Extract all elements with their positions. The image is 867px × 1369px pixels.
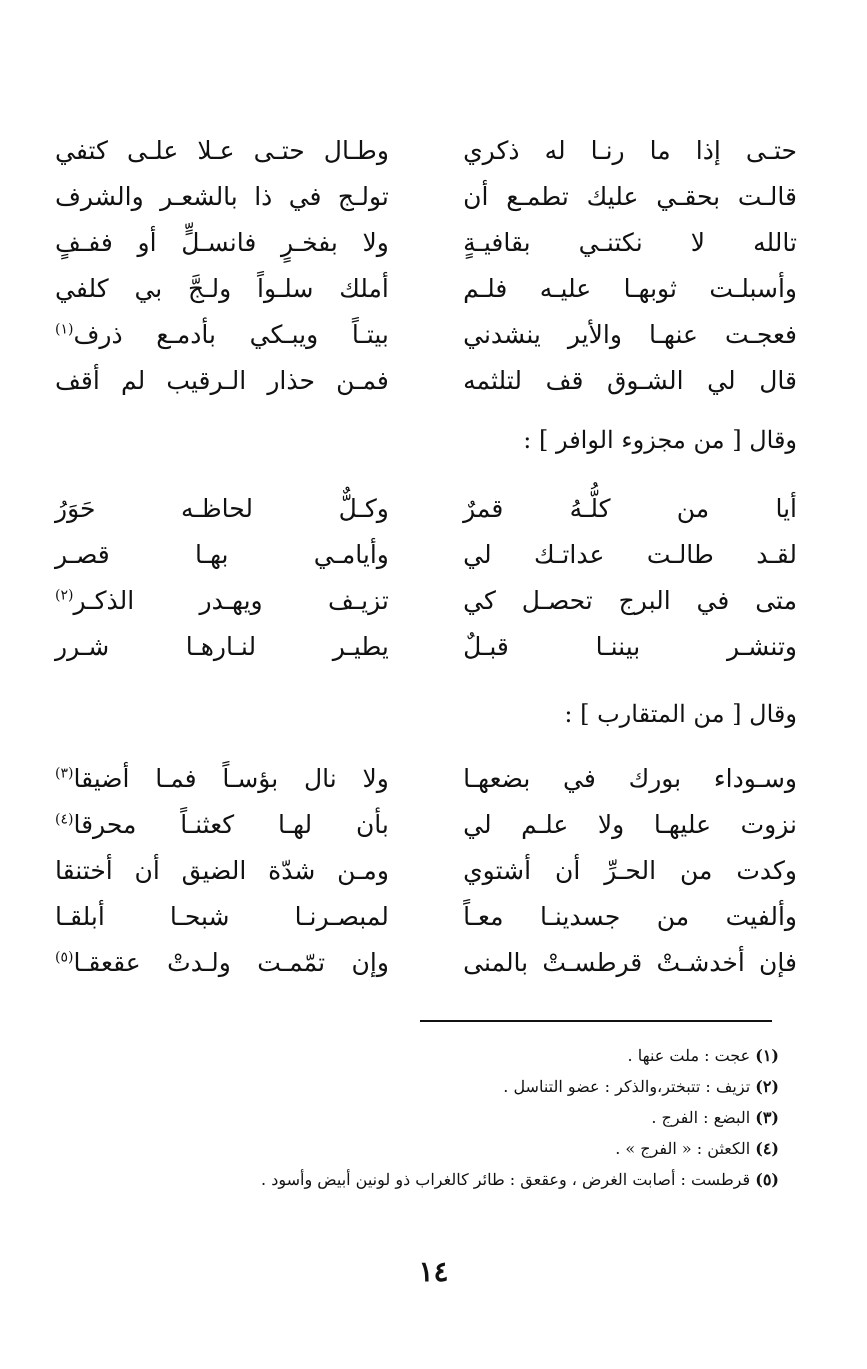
poem-3 bbox=[55, 756, 797, 986]
verse-second-hemistich bbox=[55, 894, 389, 940]
verse-second-hemistich bbox=[55, 128, 389, 174]
verse-first-hemistich: وألفيت من جسدينـا معـاً bbox=[463, 902, 797, 931]
footnote-number: (٤) bbox=[755, 1139, 779, 1158]
footnote-item bbox=[80, 1133, 779, 1164]
verse-first-hemistich: وكدت من الحـرِّ أن أشتوي bbox=[463, 856, 797, 885]
verse-first-hemistich: وسـوداء بورك في بضعهـا bbox=[463, 764, 797, 793]
poem-1 bbox=[55, 128, 797, 404]
verse-second-hemistich-text: ولا نال بؤسـاً فمـا أضيقا bbox=[73, 764, 389, 793]
footnote-marker: (٤) bbox=[55, 811, 74, 828]
verse-second-hemistich-text: أملك سلـواً ولـجَّ بي كلفي bbox=[55, 274, 389, 303]
verse-second-hemistich-text: بأن لهـا كعثنـاً محرقا bbox=[73, 810, 389, 839]
footnote-number: (١) bbox=[755, 1046, 779, 1065]
verse-line bbox=[55, 220, 797, 266]
footnote-text: تزيف : تتبختر،والذكر : عضو التناسل . bbox=[503, 1077, 751, 1096]
footnote-separator bbox=[420, 1020, 772, 1022]
verse-line bbox=[55, 940, 797, 986]
section-intro-2: وقال [ من المتقارب ] : bbox=[564, 700, 797, 728]
verse-line bbox=[55, 358, 797, 404]
verse-line bbox=[55, 848, 797, 894]
verse-first-hemistich: قال لي الشـوق قف لتلثمه bbox=[463, 366, 797, 395]
verse-line bbox=[55, 756, 797, 802]
footnotes bbox=[80, 1040, 779, 1195]
verse-second-hemistich bbox=[55, 220, 389, 266]
footnote-item bbox=[80, 1102, 779, 1133]
verse-second-hemistich bbox=[55, 486, 389, 532]
verse-first-hemistich: وأسبلـت ثوبهـا عليـه فلـم bbox=[463, 274, 797, 303]
verse-second-hemistich-text: وطـال حتـى عـلا علـى كتفي bbox=[55, 136, 389, 165]
verse-line bbox=[55, 624, 797, 670]
footnote-marker: (٢) bbox=[55, 587, 74, 604]
verse-second-hemistich bbox=[55, 266, 389, 312]
footnote-marker: (١) bbox=[55, 321, 74, 338]
verse-second-hemistich bbox=[55, 624, 389, 670]
verse-second-hemistich bbox=[55, 312, 389, 358]
verse-first-hemistich: فإن أخدشـتْ قرطسـتْ بالمنى bbox=[463, 948, 797, 977]
verse-second-hemistich bbox=[55, 174, 389, 220]
verse-line bbox=[55, 802, 797, 848]
verse-first-hemistich: حتـى إذا ما رنـا له ذكري bbox=[463, 136, 797, 165]
verse-second-hemistich-text: ومـن شدّة الضيق أن أختنقا bbox=[55, 856, 389, 885]
footnote-marker: (٥) bbox=[55, 949, 74, 966]
verse-second-hemistich-text: وإن تمّمـت ولـدتْ عقعقـا bbox=[73, 948, 389, 977]
verse-line bbox=[55, 532, 797, 578]
verse-second-hemistich bbox=[55, 756, 389, 802]
footnote-number: (٣) bbox=[755, 1108, 779, 1127]
verse-second-hemistich-text: يطيـر لنـارهـا شـرر bbox=[55, 632, 389, 661]
verse-line bbox=[55, 128, 797, 174]
verse-first-hemistich: تالله لا نكتنـي بقافيـةٍ bbox=[463, 228, 797, 257]
verse-line bbox=[55, 486, 797, 532]
footnote-text: الكعثن : « الفرج » . bbox=[615, 1139, 751, 1158]
verse-first-hemistich: وتنشـر بيننـا قبـلٌ bbox=[463, 632, 797, 661]
verse-second-hemistich-text: تزيـف ويهـدر الذكـر bbox=[73, 586, 389, 615]
verse-second-hemistich bbox=[55, 358, 389, 404]
verse-first-hemistich: قالـت بحقـي عليك تطمـع أن bbox=[463, 182, 797, 211]
section-intro-1: وقال [ من مجزوء الوافر ] : bbox=[523, 426, 797, 454]
poem-2 bbox=[55, 486, 797, 670]
footnote-item bbox=[80, 1040, 779, 1071]
verse-first-hemistich: نزوت عليهـا ولا علـم لي bbox=[463, 810, 797, 839]
verse-second-hemistich-text: ولا بفخـرٍ فانسـلٍّ أو ففـفٍ bbox=[55, 228, 389, 257]
footnote-number: (٥) bbox=[755, 1170, 779, 1189]
verse-second-hemistich bbox=[55, 578, 389, 624]
verse-second-hemistich-text: فمـن حذار الـرقيب لم أقف bbox=[55, 366, 389, 395]
footnote-item bbox=[80, 1164, 779, 1195]
verse-line bbox=[55, 578, 797, 624]
verse-second-hemistich-text: بيتـاً ويبـكي بأدمـع ذرف bbox=[73, 320, 389, 349]
verse-first-hemistich: أيا من كلُّـهُ قمرٌ bbox=[463, 494, 797, 523]
verse-second-hemistich-text: لمبصـرنـا شبحـا أبلقـا bbox=[55, 902, 389, 931]
footnote-number: (٢) bbox=[755, 1077, 779, 1096]
verse-line bbox=[55, 312, 797, 358]
verse-second-hemistich bbox=[55, 532, 389, 578]
verse-line bbox=[55, 894, 797, 940]
verse-line bbox=[55, 174, 797, 220]
page-number: ١٤ bbox=[418, 1255, 449, 1288]
footnote-item bbox=[80, 1071, 779, 1102]
verse-line bbox=[55, 266, 797, 312]
footnote-marker: (٣) bbox=[55, 765, 74, 782]
verse-first-hemistich: لقـد طالـت عداتـك لي bbox=[463, 540, 797, 569]
footnote-text: البضع : الفرج . bbox=[651, 1108, 751, 1127]
verse-second-hemistich bbox=[55, 802, 389, 848]
verse-second-hemistich bbox=[55, 940, 389, 986]
verse-first-hemistich: فعجـت عنهـا والأير ينشدني bbox=[463, 320, 797, 349]
footnote-text: عجت : ملت عنها . bbox=[627, 1046, 751, 1065]
verse-second-hemistich bbox=[55, 848, 389, 894]
verse-second-hemistich-text: وأيامـي بهـا قصـر bbox=[55, 540, 389, 569]
verse-second-hemistich-text: وكـلٌّ لحاظـه حَوَرُ bbox=[55, 494, 389, 523]
verse-second-hemistich-text: تولـج في ذا بالشعـر والشرف bbox=[55, 182, 389, 211]
footnote-text: قرطست : أصابت الغرض ، وعقعق : طائر كالغراب ذو لونين أبيض وأسود . bbox=[261, 1170, 751, 1189]
verse-first-hemistich: متى في البرج تحصـل كي bbox=[463, 586, 797, 615]
